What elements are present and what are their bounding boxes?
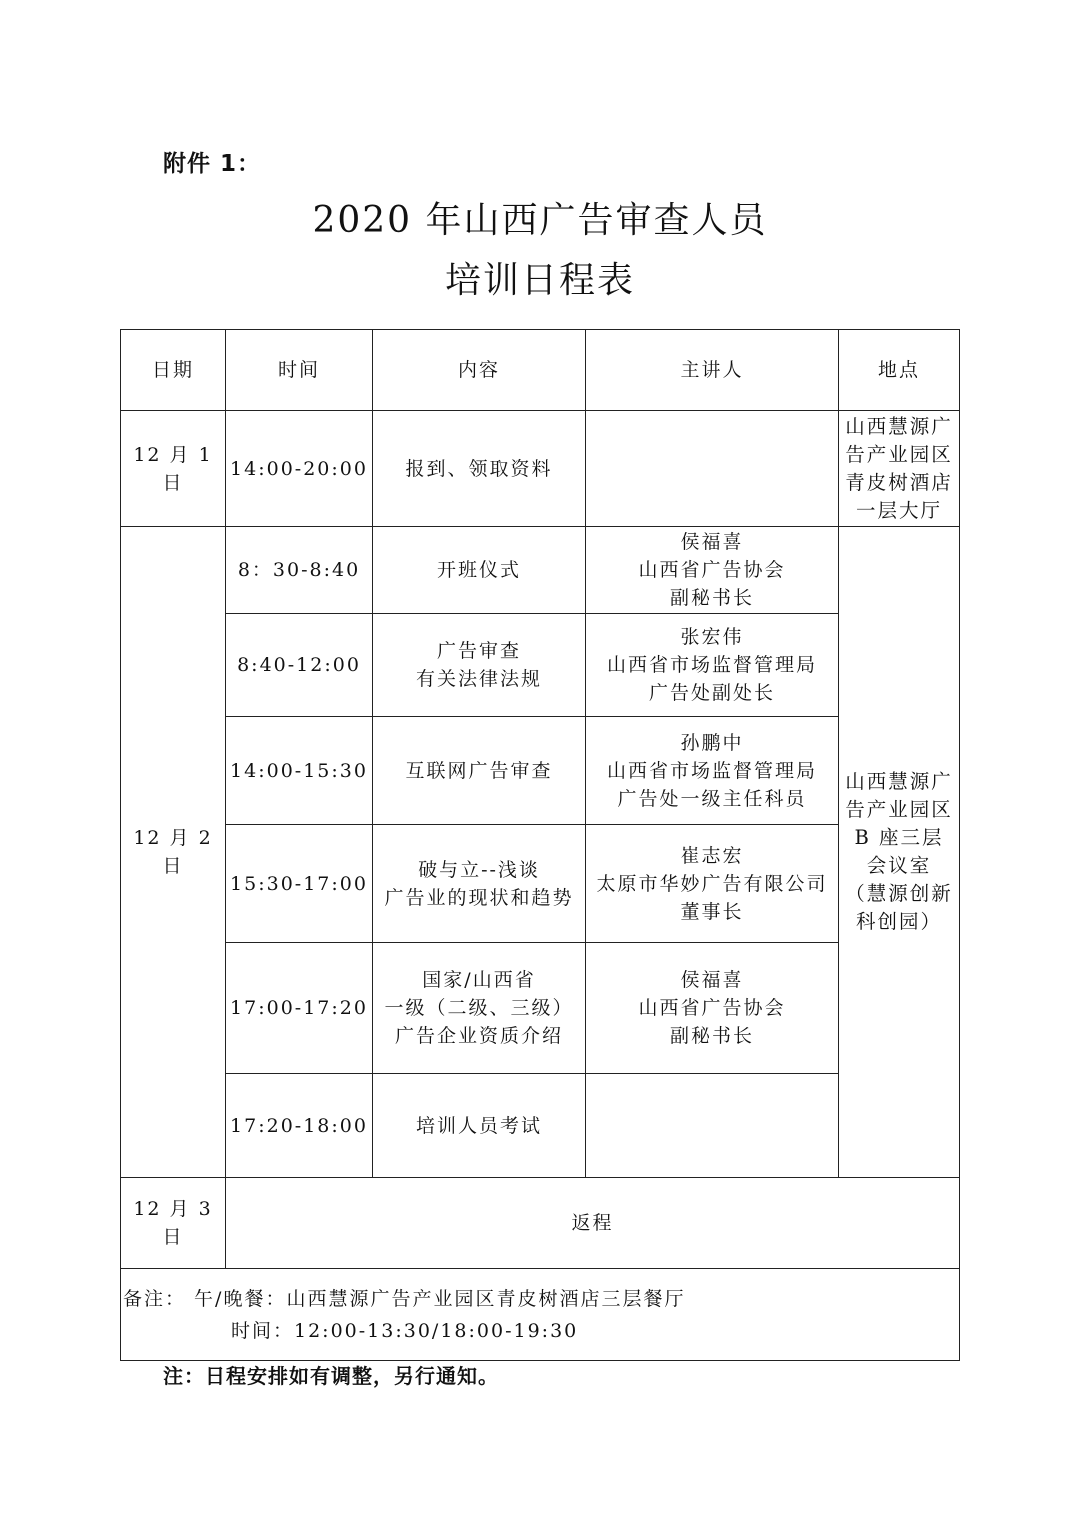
content-line: 广告审查	[436, 640, 521, 662]
venue-line: 告产业园区	[845, 442, 953, 466]
venue-line: 青皮树酒店	[845, 470, 953, 494]
venue-cell	[839, 411, 960, 527]
document-title-line2: 培训日程表	[444, 260, 635, 301]
content-line: 互联网广告审查	[405, 759, 553, 782]
document-title-line1: 2020 年山西广告审查人员	[312, 200, 768, 241]
speaker-line: 广告处副处长	[648, 682, 775, 704]
content-line: 广告企业资质介绍	[394, 1025, 563, 1047]
header-speaker: 主讲人	[586, 330, 839, 411]
speaker-line: 崔志宏	[680, 844, 744, 867]
table-row-session	[121, 1074, 960, 1178]
speaker-line: 孙鹏中	[680, 731, 744, 754]
content-cell: 报到、领取资料	[373, 411, 586, 527]
table-row-day1	[121, 411, 960, 527]
content-line: 有关法律法规	[415, 668, 542, 690]
speaker-line: 侯福喜	[680, 969, 744, 991]
remark-line: 备注： 午/晚餐：山西慧源广告产业园区青皮树酒店三层餐厅	[123, 1287, 686, 1310]
remark-line: 时间：12:00-13:30/18:00-19:30	[231, 1319, 579, 1342]
content-cell	[373, 614, 586, 717]
speaker-line: 山西省市场监督管理局	[606, 759, 817, 782]
speaker-line: 山西省广告协会	[638, 997, 786, 1019]
time-cell: 14:00-20:00	[226, 411, 373, 527]
header-content: 内容	[373, 330, 586, 411]
table-row-remark	[121, 1269, 960, 1361]
speaker-line: 太原市华妙广告有限公司	[596, 872, 828, 895]
speaker-cell	[586, 411, 839, 527]
content-line: 破与立--浅谈	[418, 858, 540, 881]
table-row-session	[121, 614, 960, 717]
content-cell	[373, 825, 586, 943]
speaker-cell	[586, 1074, 839, 1178]
date-cell: 12 月 2 日	[121, 527, 226, 1178]
time-cell: 8：30-8:40	[226, 527, 373, 614]
content-cell	[373, 943, 586, 1074]
content-line: 国家/山西省	[422, 969, 536, 991]
speaker-line: 副秘书长	[669, 587, 754, 609]
speaker-line: 张宏伟	[680, 626, 744, 648]
speaker-line: 山西省市场监督管理局	[606, 654, 817, 676]
content-cell	[373, 527, 586, 614]
time-cell: 17:00-17:20	[226, 943, 373, 1074]
speaker-line: 侯福喜	[680, 531, 744, 553]
date-cell: 12 月 1 日	[121, 411, 226, 527]
table-header-row	[121, 330, 960, 411]
footnote: 注：日程安排如有调整，另行通知。	[163, 1364, 499, 1388]
table-row-session	[121, 943, 960, 1074]
speaker-cell	[586, 825, 839, 943]
time-cell: 15:30-17:00	[226, 825, 373, 943]
remark-cell	[121, 1269, 960, 1361]
header-venue: 地点	[839, 330, 960, 411]
venue-line: 科创园）	[855, 910, 942, 933]
speaker-cell	[586, 943, 839, 1074]
content-line: 开班仪式	[436, 559, 521, 581]
speaker-line: 董事长	[680, 900, 744, 923]
table-row-session	[121, 717, 960, 825]
schedule-table	[120, 329, 960, 1361]
venue-line: B 座三层	[854, 826, 944, 849]
table-row-session	[121, 825, 960, 943]
table-row-day3	[121, 1178, 960, 1269]
venue-line: 山西慧源广	[845, 770, 953, 793]
content-cell	[373, 717, 586, 825]
content-line: 广告业的现状和趋势	[384, 886, 574, 909]
venue-line: 一层大厅	[855, 498, 942, 522]
venue-cell	[839, 527, 960, 1178]
speaker-cell	[586, 614, 839, 717]
speaker-line: 副秘书长	[669, 1025, 754, 1047]
speaker-line: 广告处一级主任科员	[617, 787, 807, 810]
venue-line: 告产业园区	[845, 798, 953, 821]
venue-line: （慧源创新	[845, 882, 953, 905]
date-cell: 12 月 3 日	[121, 1178, 226, 1269]
time-cell: 14:00-15:30	[226, 717, 373, 825]
content-cell: 返程	[226, 1178, 960, 1269]
content-cell	[373, 1074, 586, 1178]
attachment-label: 附件 1：	[163, 151, 262, 177]
table-row-session	[121, 527, 960, 614]
speaker-line: 山西省广告协会	[638, 559, 786, 581]
time-cell: 8:40-12:00	[226, 614, 373, 717]
speaker-cell	[586, 717, 839, 825]
header-date: 日期	[121, 330, 226, 411]
header-time: 时间	[226, 330, 373, 411]
content-line: 培训人员考试	[415, 1114, 542, 1137]
speaker-cell	[586, 527, 839, 614]
venue-line: 会议室	[866, 854, 932, 877]
content-line: 一级（二级、三级）	[384, 997, 574, 1019]
venue-line: 山西慧源广	[845, 414, 953, 438]
time-cell: 17:20-18:00	[226, 1074, 373, 1178]
